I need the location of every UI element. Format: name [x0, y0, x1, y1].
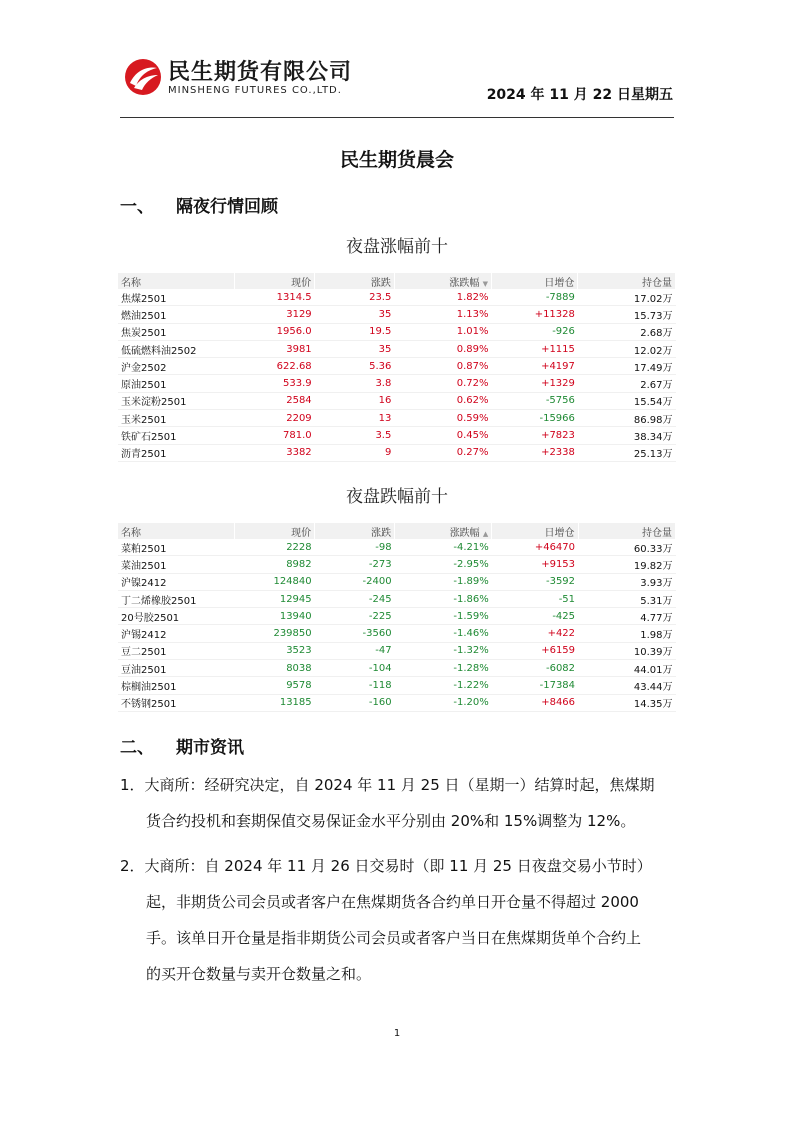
cell-open-interest: 44.01万	[578, 660, 675, 677]
table-row	[118, 358, 676, 375]
company-logo	[124, 55, 374, 105]
cell-open-interest: 17.49万	[578, 358, 676, 375]
col-header-open-interest: 持仓量	[578, 523, 675, 539]
section-label: 期市资讯	[176, 738, 244, 758]
cell-change-pct: 1.13%	[394, 306, 491, 323]
minsheng-logo-icon	[124, 58, 162, 96]
table-row	[118, 539, 676, 556]
cell-name: 菜粕2501	[118, 539, 234, 556]
cell-change: 3.5	[315, 427, 395, 444]
cell-change-pct: -1.28%	[395, 660, 492, 677]
page-number: 1	[393, 1028, 401, 1039]
cell-name: 豆油2501	[118, 660, 234, 677]
col-header-open-interest: 持仓量	[578, 273, 676, 289]
cell-change: -98	[315, 539, 395, 556]
cell-name: 沪金2502	[118, 358, 234, 375]
table-row	[118, 306, 676, 323]
cell-oi-change: -51	[492, 590, 578, 607]
cell-price: 2584	[234, 392, 314, 409]
cell-change: -273	[315, 556, 395, 573]
table-row	[118, 375, 676, 392]
cell-change: -118	[315, 677, 395, 694]
cell-change: 13	[315, 410, 395, 427]
col-header-price: 现价	[234, 523, 315, 539]
cell-price: 124840	[234, 573, 315, 590]
cell-oi-change: -3592	[492, 573, 578, 590]
col-header-price: 现价	[234, 273, 314, 289]
cell-open-interest: 15.54万	[578, 392, 676, 409]
cell-change: -47	[315, 642, 395, 659]
cell-change: 35	[315, 340, 395, 357]
table-header-row	[118, 273, 676, 289]
table-row	[118, 660, 676, 677]
news-line: 的买开仓数量与卖开仓数量之和。	[146, 965, 372, 983]
cell-price: 3523	[234, 642, 315, 659]
cell-open-interest: 14.35万	[578, 694, 675, 711]
cell-price: 239850	[234, 625, 315, 642]
header-divider	[120, 117, 674, 118]
cell-change-pct: 0.62%	[394, 392, 491, 409]
cell-oi-change: +4197	[492, 358, 578, 375]
cell-change: 19.5	[315, 323, 395, 340]
cell-name: 焦煤2501	[118, 289, 234, 306]
table-row	[118, 427, 676, 444]
cell-oi-change: +2338	[492, 444, 578, 461]
table-row	[118, 573, 676, 590]
cell-change-pct: -1.20%	[395, 694, 492, 711]
table-row	[118, 625, 676, 642]
col-header-change: 涨跌	[315, 523, 395, 539]
cell-price: 2209	[234, 410, 314, 427]
cell-change: 23.5	[315, 289, 395, 306]
cell-name: 原油2501	[118, 375, 234, 392]
cell-name: 玉米淀粉2501	[118, 392, 234, 409]
cell-price: 8982	[234, 556, 315, 573]
cell-change-pct: 1.01%	[394, 323, 491, 340]
cell-change-pct: -2.95%	[395, 556, 492, 573]
cell-name: 不锈钢2501	[118, 694, 234, 711]
cell-change-pct: -1.22%	[395, 677, 492, 694]
cell-oi-change: -17384	[492, 677, 578, 694]
cell-change: -104	[315, 660, 395, 677]
cell-change-pct: -4.21%	[395, 539, 492, 556]
cell-change-pct: -1.86%	[395, 590, 492, 607]
cell-price: 1314.5	[234, 289, 314, 306]
cell-name: 铁矿石2501	[118, 427, 234, 444]
cell-change-pct: -1.59%	[395, 608, 492, 625]
cell-name: 棕榈油2501	[118, 677, 234, 694]
section-number: 一、	[120, 197, 154, 217]
table-row	[118, 590, 676, 607]
cell-open-interest: 60.33万	[578, 539, 675, 556]
col-header-oi-change: 日增仓	[492, 523, 578, 539]
cell-change-pct: -1.89%	[395, 573, 492, 590]
cell-name: 低硫燃料油2502	[118, 340, 234, 357]
table-row	[118, 556, 676, 573]
cell-change: 16	[315, 392, 395, 409]
cell-change: 9	[315, 444, 395, 461]
cell-open-interest: 3.93万	[578, 573, 675, 590]
gainers-table-title: 夜盘涨幅前十	[346, 237, 448, 257]
cell-oi-change: +7823	[492, 427, 578, 444]
col-header-change: 涨跌	[315, 273, 395, 289]
cell-price: 12945	[234, 590, 315, 607]
cell-price: 9578	[234, 677, 315, 694]
cell-change: 3.8	[315, 375, 395, 392]
losers-table	[118, 523, 676, 712]
cell-oi-change: +1329	[492, 375, 578, 392]
cell-name: 20号胶2501	[118, 608, 234, 625]
table-header-row	[118, 523, 676, 539]
sort-asc-icon: ▲	[482, 529, 489, 538]
cell-open-interest: 10.39万	[578, 642, 675, 659]
news-line: 2．大商所：自 2024 年 11 月 26 日交易时（即 11 月 25 日夜盘交易小节时）	[120, 857, 652, 875]
news-item-2	[120, 848, 676, 992]
col-header-name: 名称	[118, 523, 234, 539]
cell-open-interest: 5.31万	[578, 590, 675, 607]
cell-change: -245	[315, 590, 395, 607]
table-row	[118, 444, 676, 461]
table-row	[118, 677, 676, 694]
cell-price: 622.68	[234, 358, 314, 375]
cell-price: 13940	[234, 608, 315, 625]
cell-open-interest: 43.44万	[578, 677, 675, 694]
col-header-change-pct	[395, 523, 492, 539]
sort-desc-icon: ▼	[482, 279, 488, 288]
gainers-table	[118, 273, 676, 462]
cell-price: 1956.0	[234, 323, 314, 340]
cell-name: 丁二烯橡胶2501	[118, 590, 234, 607]
cell-change: 5.36	[315, 358, 395, 375]
cell-oi-change: +9153	[492, 556, 578, 573]
cell-change-pct: 0.89%	[394, 340, 491, 357]
cell-change: 35	[315, 306, 395, 323]
cell-open-interest: 19.82万	[578, 556, 675, 573]
col-header-change-pct-label: 涨跌幅	[449, 277, 480, 289]
report-date: 2024 年 11 月 22 日星期五	[486, 87, 673, 103]
table-row	[118, 608, 676, 625]
cell-price: 3129	[234, 306, 314, 323]
cell-change: -2400	[315, 573, 395, 590]
cell-open-interest: 25.13万	[578, 444, 676, 461]
cell-change-pct: 0.72%	[394, 375, 491, 392]
cell-price: 13185	[234, 694, 315, 711]
cell-change: -225	[315, 608, 395, 625]
cell-change-pct: 1.82%	[394, 289, 491, 306]
cell-name: 玉米2501	[118, 410, 234, 427]
cell-name: 豆二2501	[118, 642, 234, 659]
cell-price: 533.9	[234, 375, 314, 392]
cell-name: 菜油2501	[118, 556, 234, 573]
cell-oi-change: +8466	[492, 694, 578, 711]
section-number: 二、	[120, 738, 154, 758]
cell-price: 781.0	[234, 427, 314, 444]
cell-change-pct: 0.45%	[394, 427, 491, 444]
cell-price: 3981	[234, 340, 314, 357]
table-row	[118, 392, 676, 409]
cell-name: 焦炭2501	[118, 323, 234, 340]
cell-name: 沥青2501	[118, 444, 234, 461]
cell-price: 2228	[234, 539, 315, 556]
cell-oi-change: +11328	[492, 306, 578, 323]
cell-price: 8038	[234, 660, 315, 677]
news-line: 1．大商所：经研究决定，自 2024 年 11 月 25 日（星期一）结算时起，焦煤期	[120, 776, 655, 794]
table-row	[118, 340, 676, 357]
cell-oi-change: -425	[492, 608, 578, 625]
news-item-1	[120, 767, 676, 839]
cell-change-pct: -1.46%	[395, 625, 492, 642]
cell-change-pct: 0.87%	[394, 358, 491, 375]
cell-oi-change: -6082	[492, 660, 578, 677]
news-line: 货合约投机和套期保值交易保证金水平分别由 20%和 15%调整为 12%。	[146, 812, 636, 830]
cell-oi-change: -926	[492, 323, 578, 340]
cell-open-interest: 2.68万	[578, 323, 676, 340]
document-title: 民生期货晨会	[339, 149, 454, 171]
cell-open-interest: 4.77万	[578, 608, 675, 625]
cell-oi-change: -15966	[492, 410, 578, 427]
cell-change-pct: 0.59%	[394, 410, 491, 427]
table-row	[118, 410, 676, 427]
section-heading-1	[120, 192, 278, 217]
col-header-name: 名称	[118, 273, 234, 289]
cell-oi-change: -7889	[492, 289, 578, 306]
cell-change: -160	[315, 694, 395, 711]
table-row	[118, 694, 676, 711]
col-header-change-pct-label: 涨跌幅	[449, 527, 480, 539]
cell-oi-change: +1115	[492, 340, 578, 357]
company-name-en: MINSHENG FUTURES CO.,LTD.	[168, 85, 342, 96]
col-header-change-pct	[394, 273, 491, 289]
section-heading-2	[120, 733, 244, 758]
cell-oi-change: +6159	[492, 642, 578, 659]
cell-open-interest: 86.98万	[578, 410, 676, 427]
cell-change-pct: 0.27%	[394, 444, 491, 461]
cell-open-interest: 15.73万	[578, 306, 676, 323]
cell-name: 沪镍2412	[118, 573, 234, 590]
section-label: 隔夜行情回顾	[176, 197, 278, 217]
cell-open-interest: 2.67万	[578, 375, 676, 392]
cell-open-interest: 12.02万	[578, 340, 676, 357]
cell-price: 3382	[234, 444, 314, 461]
cell-oi-change: -5756	[492, 392, 578, 409]
table-row	[118, 642, 676, 659]
losers-table-title: 夜盘跌幅前十	[346, 487, 448, 507]
news-line: 手。该单日开仓量是指非期货公司会员或者客户当日在焦煤期货单个合约上	[146, 929, 642, 947]
cell-open-interest: 17.02万	[578, 289, 676, 306]
cell-change: -3560	[315, 625, 395, 642]
cell-name: 燃油2501	[118, 306, 234, 323]
table-row	[118, 323, 676, 340]
cell-open-interest: 1.98万	[578, 625, 675, 642]
company-name-cn: 民生期货有限公司	[168, 60, 353, 85]
cell-name: 沪锡2412	[118, 625, 234, 642]
table-row	[118, 289, 676, 306]
cell-change-pct: -1.32%	[395, 642, 492, 659]
col-header-oi-change: 日增仓	[492, 273, 578, 289]
news-line: 起，非期货公司会员或者客户在焦煤期货各合约单日开仓量不得超过 2000	[146, 893, 639, 911]
cell-open-interest: 38.34万	[578, 427, 676, 444]
cell-oi-change: +422	[492, 625, 578, 642]
cell-oi-change: +46470	[492, 539, 578, 556]
